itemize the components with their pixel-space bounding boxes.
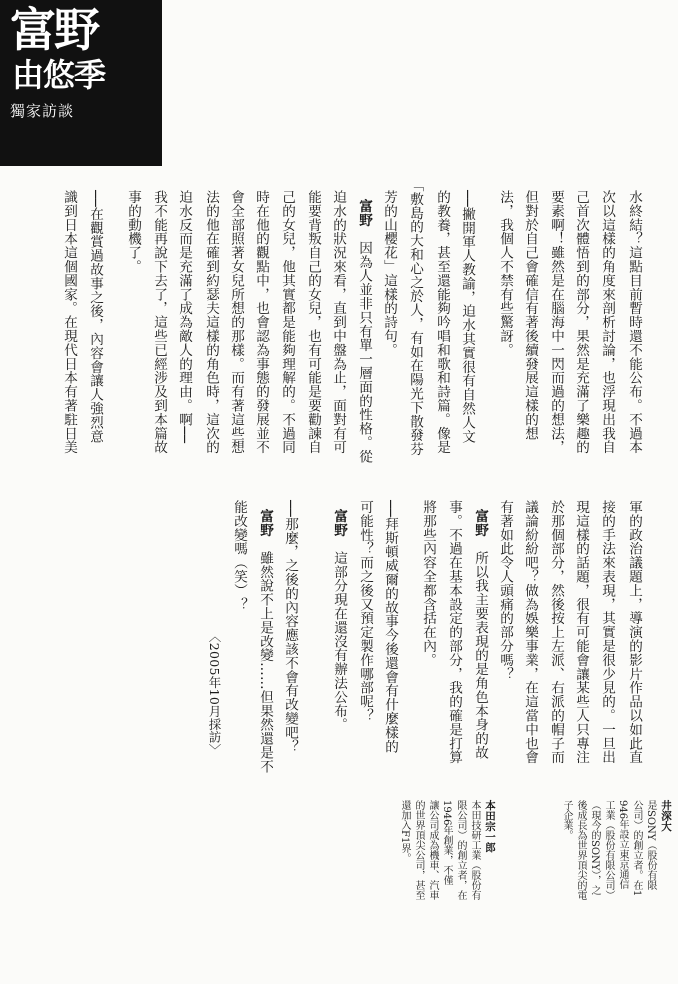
speaker-label: 富野 xyxy=(257,509,273,538)
footnote-line: 是SONY（股份有限 xyxy=(645,800,656,891)
footnote-line: 公司）的創立者。在1 xyxy=(631,800,642,897)
text-column: 識到日本這個國家。在現代日本有著駐日美 xyxy=(61,190,77,455)
text-column: 迫水的狀況來看，直到中盤為止，面對有可 xyxy=(330,190,346,455)
title-name: 富野 xyxy=(10,3,98,57)
answer-text xyxy=(257,500,289,773)
answer-text xyxy=(356,190,388,463)
text-column: 的教養，甚至還能夠吟唱和歌和詩篇。像是 xyxy=(434,190,450,455)
title-name-line2: 由悠季 xyxy=(12,56,106,94)
footnote-title: 本田宗一郎 xyxy=(484,800,496,853)
footnote-line: 限公司）的創立者，在 xyxy=(455,800,466,900)
footnote-line: 後成長為世界頂尖的電 xyxy=(575,800,586,900)
text-column: 迫水反而是充滿了成為敵人的理由。啊── xyxy=(176,190,192,444)
text-column: 己的女兒，他其實都是能夠理解的。不過同 xyxy=(279,190,295,455)
footnote-line: 946年設立東京通信 xyxy=(617,800,628,890)
text-column: 能改變嗎（笑）？ xyxy=(231,500,247,612)
answer-text-body: 雖然說不上是改變……但果然還是不 xyxy=(257,537,273,774)
answer-text-body: 所以我主要表現的是角色本身的故 xyxy=(472,537,488,760)
text-column: 軍的政治議題上，導演的影片作品以如此直 xyxy=(626,500,642,765)
text-column: 會全部照著女兒所想的那樣。而有著這些想 xyxy=(228,190,244,455)
answer-text-body: 因為人並非只有單一層面的性格。從 xyxy=(356,227,372,464)
question-text: ──那麼，之後的內容應該不會有改變吧？ xyxy=(282,500,298,754)
text-column: 有著如此令人頭痛的部分嗎？ xyxy=(497,500,513,681)
text-column: 法，我個人不禁有些驚訝。 xyxy=(497,190,513,357)
text-column: 於那個部分，然後按上左派、右派的帽子而 xyxy=(548,500,564,765)
text-column: 水終結？這點目前暫時還不能公布。不過本 xyxy=(626,190,642,455)
text-column: 現這樣的話題，很有可能會讓某些人只專注 xyxy=(573,500,589,765)
speaker-label: 富野 xyxy=(472,509,488,538)
footnote-title: 井深大 xyxy=(660,800,672,832)
text-column: 芳的山櫻花」這樣的詩句。 xyxy=(381,190,397,357)
text-column: 「敷島的大和心之於人，有如在陽光下散發芬 xyxy=(407,178,423,456)
text-column: 己首次體悟到的部分，果然是充滿了樂趣的 xyxy=(573,190,589,455)
answer-text xyxy=(331,500,363,732)
text-column: 要素啊！雖然是在腦海中一閃而過的想法， xyxy=(548,190,564,455)
question-text: ──在觀賞過故事之後，內容會讓人強烈意 xyxy=(87,190,103,444)
footnote-line: 1946年創業，不僅 xyxy=(441,800,452,886)
text-column: 事的動機了。 xyxy=(125,190,141,274)
text-column: 法的他在確到約瑟夫這樣的角色時，這次的 xyxy=(203,190,219,455)
text-column: 接的手法來表現，其實是很少見的。一旦出 xyxy=(599,500,615,765)
text-column: 能要背叛自己的女兒，也有可能是要勸諫自 xyxy=(305,190,321,455)
speaker-label: 富野 xyxy=(331,509,347,538)
footnote-line: （現今的SONY），之 xyxy=(589,800,600,896)
text-column: 事。不過在基本設定的部分，我的確是打算 xyxy=(446,500,462,765)
answer-text xyxy=(472,500,504,759)
interview-date: 〈2005年10月採訪〉 xyxy=(207,630,222,757)
footnote-line: 子企業。 xyxy=(561,800,572,840)
footnote-line: 工業（股份有限公司） xyxy=(603,800,614,900)
text-column: 可能性？而之後又預定製作哪部呢？ xyxy=(357,500,373,723)
text-column: 議論紛紛吧？做為娛樂事業，在這當中也會 xyxy=(522,500,538,765)
footnote-line: 本田技研工業（股份有 xyxy=(469,800,480,900)
article-title-block xyxy=(0,0,162,166)
answer-text-body: 這部分現在還沒有辦法公布。 xyxy=(331,537,347,732)
text-column: 次以這樣的角度來剖析討論，也浮現出我自 xyxy=(599,190,615,455)
text-column: 我不能再說下去了，這些已經涉及到本篇故 xyxy=(151,190,167,455)
question-text: ──撇開軍人教諭，迫水其實很有自然人文 xyxy=(459,190,475,444)
speaker-label: 富野 xyxy=(356,199,372,228)
title-subtitle: 獨家訪談 xyxy=(10,102,75,120)
footnote-line: 讓公司成為機車、汽車 xyxy=(427,800,438,900)
footnote-line: 的世界頂尖公司，甚至 xyxy=(413,800,424,900)
text-column: 但對於自己會確信有著後續發展這樣的想 xyxy=(522,190,538,441)
question-text: ──拜斯頓威爾的故事今後還會有什麼樣的 xyxy=(382,500,398,754)
text-column: 時在他的觀點中，也會認為事態的發展並不 xyxy=(253,190,269,455)
footnote-line: 還加入F1界。 xyxy=(399,800,410,864)
text-column: 將那些內容全都含括在內。 xyxy=(420,500,436,667)
